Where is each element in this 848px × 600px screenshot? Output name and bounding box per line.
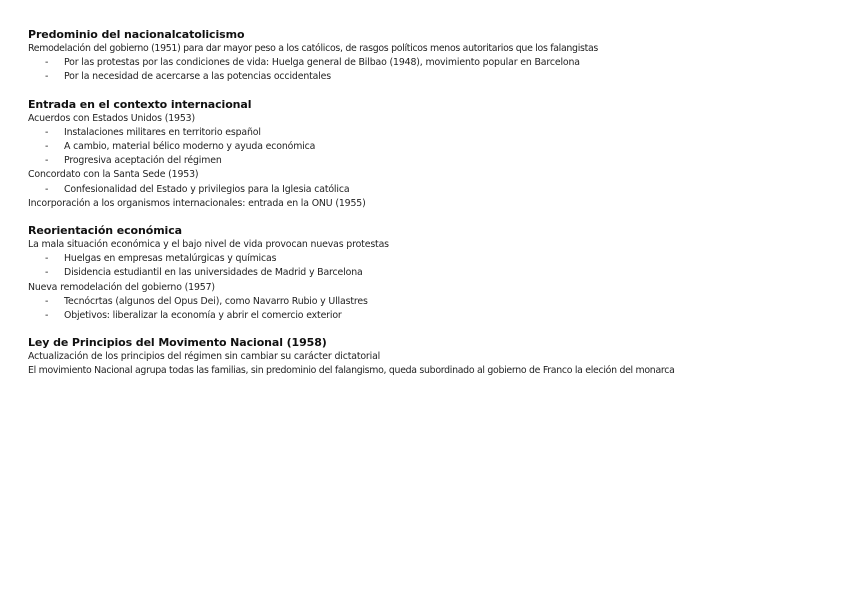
bullet-item xyxy=(28,252,828,266)
bullet-dash: - xyxy=(45,155,49,167)
paragraph-line: El movimiento Nacional agrupa todas las familias, sin predominio del falangismo, queda subordinado al gobierno de Franco la eleción del monarca xyxy=(28,365,675,377)
paragraph-line: Remodelación del gobierno (1951) para dar mayor peso a los católicos, de rasgos políticos menos autoritarios que los falangistas xyxy=(28,43,599,54)
paragraph-line: Nueva remodelación del gobierno (1957) xyxy=(28,281,215,293)
section-contexto-internacional xyxy=(28,98,828,211)
bullet-dash: - xyxy=(45,310,49,322)
bullet-item xyxy=(28,140,828,154)
bullet-item xyxy=(28,295,828,309)
section-ley-principios xyxy=(28,336,828,378)
bullet-dash: - xyxy=(45,141,49,153)
paragraph-line: Concordato con la Santa Sede (1953) xyxy=(28,169,199,181)
bullet-dash: - xyxy=(45,126,49,138)
bullet-text: Objetivos: liberalizar la economía y abrir el comercio exterior xyxy=(64,310,342,322)
section-heading: Entrada en el contexto internacional xyxy=(28,97,252,111)
bullet-text: Por la necesidad de acercarse a las potencias occidentales xyxy=(64,71,332,83)
bullet-item xyxy=(28,56,828,70)
bullet-text: Por las protestas por las condiciones de vida: Huelga general de Bilbao (1948), movimiento popular en Barcelona xyxy=(64,57,580,69)
paragraph-line: La mala situación económica y el bajo nivel de vida provocan nuevas protestas xyxy=(28,239,389,251)
section-heading: Ley de Principios del Movimento Nacional (1958) xyxy=(28,336,327,350)
bullet-item xyxy=(28,126,828,140)
document-page xyxy=(28,28,828,392)
section-heading: Predominio del nacionalcatolicismo xyxy=(28,28,245,41)
bullet-dash: - xyxy=(45,267,49,279)
paragraph-line: Incorporación a los organismos internacionales: entrada en la ONU (1955) xyxy=(28,197,366,209)
bullet-dash: - xyxy=(45,57,49,69)
bullet-dash: - xyxy=(45,295,49,307)
section-heading: Reorientación económica xyxy=(28,224,182,238)
paragraph-line: Actualización de los principios del régimen sin cambiar su carácter dictatorial xyxy=(28,351,381,363)
bullet-dash: - xyxy=(45,71,49,83)
paragraph-line: Acuerdos con Estados Unidos (1953) xyxy=(28,112,195,124)
section-reorientacion-economica xyxy=(28,224,828,323)
bullet-text: Instalaciones militares en territorio español xyxy=(64,126,261,138)
bullet-text: Disidencia estudiantil en las universidades de Madrid y Barcelona xyxy=(64,267,363,279)
bullet-dash: - xyxy=(45,253,49,265)
bullet-text: Confesionalidad del Estado y privilegios para la Iglesia católica xyxy=(64,183,350,195)
bullet-text: Progresiva aceptación del régimen xyxy=(64,155,222,167)
bullet-item xyxy=(28,154,828,168)
bullet-dash: - xyxy=(45,183,49,195)
bullet-item xyxy=(28,183,828,197)
bullet-item xyxy=(28,309,828,323)
bullet-text: A cambio, material bélico moderno y ayuda económica xyxy=(64,141,316,153)
bullet-item xyxy=(28,266,828,280)
bullet-item xyxy=(28,70,828,84)
bullet-text: Huelgas en empresas metalúrgicas y químicas xyxy=(64,253,277,265)
section-predominio xyxy=(28,28,828,85)
bullet-text: Tecnócrtas (algunos del Opus Dei), como Navarro Rubio y Ullastres xyxy=(64,295,368,307)
